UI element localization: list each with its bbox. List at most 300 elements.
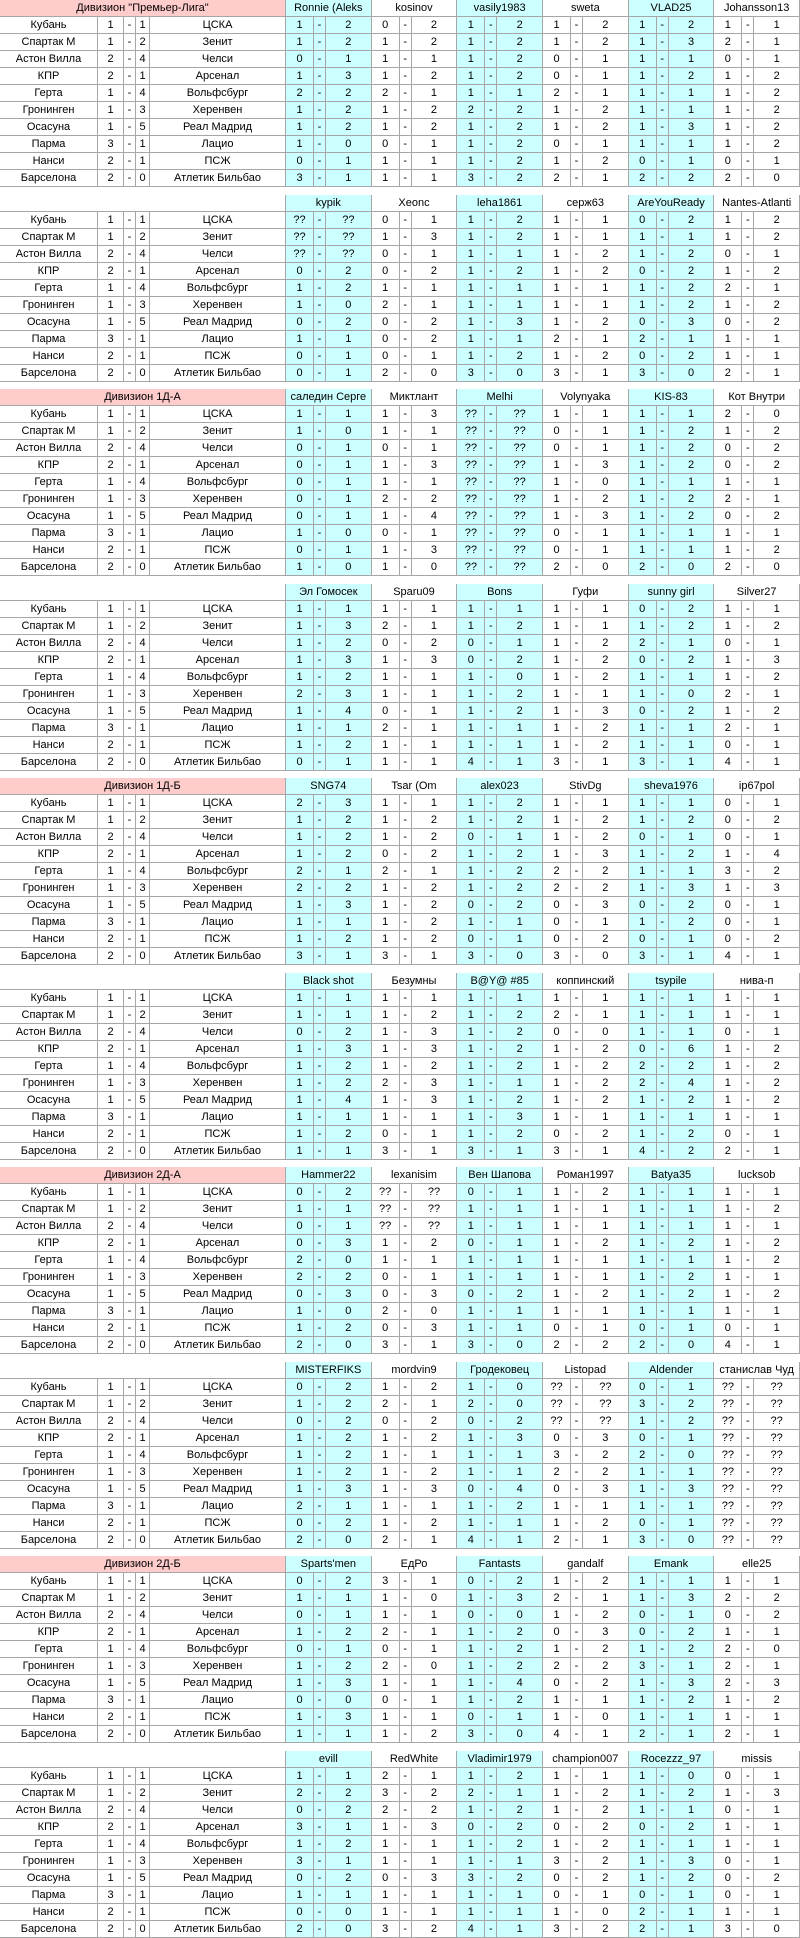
- prediction-score: 1: [669, 136, 715, 153]
- prediction-score: 0: [669, 1337, 715, 1354]
- home-team: Гронинген: [0, 297, 98, 314]
- prediction-score: 3: [326, 1235, 372, 1252]
- home-team: Гронинген: [0, 1269, 98, 1286]
- away-team: Челси: [150, 440, 286, 457]
- prediction-sep: -: [400, 1675, 412, 1692]
- prediction-score: 1: [457, 68, 485, 85]
- prediction-score: 3: [412, 1024, 458, 1041]
- away-team: Зенит: [150, 812, 286, 829]
- prediction-score: 1: [412, 280, 458, 297]
- result-sep: -: [124, 1887, 136, 1904]
- result-sep: -: [124, 1641, 136, 1658]
- home-result: 1: [98, 618, 124, 635]
- result-sep: -: [124, 652, 136, 669]
- home-team: Гронинген: [0, 1853, 98, 1870]
- prediction-score: 1: [754, 829, 800, 846]
- prediction-score: 1: [457, 331, 485, 348]
- prediction-sep: -: [485, 1819, 497, 1836]
- prediction-score: 0: [286, 491, 314, 508]
- prediction-score: 1: [326, 51, 372, 68]
- prediction-score: 1: [286, 635, 314, 652]
- away-result: 1: [136, 1430, 150, 1447]
- table-row: [0, 297, 800, 314]
- prediction-score: 2: [497, 846, 543, 863]
- away-team: ЦСКА: [150, 17, 286, 34]
- prediction-score: 2: [286, 1785, 314, 1802]
- prediction-sep: -: [571, 1235, 583, 1252]
- prediction-sep: -: [314, 948, 326, 965]
- prediction-sep: -: [742, 1235, 754, 1252]
- prediction-score: 0: [372, 331, 400, 348]
- prediction-score: 3: [714, 1921, 742, 1938]
- prediction-sep: -: [571, 1498, 583, 1515]
- prediction-score: 4: [497, 1481, 543, 1498]
- prediction-sep: -: [571, 1641, 583, 1658]
- prediction-score: 1: [372, 669, 400, 686]
- prediction-sep: -: [314, 1075, 326, 1092]
- prediction-sep: -: [485, 1396, 497, 1413]
- prediction-sep: -: [400, 297, 412, 314]
- prediction-score: 1: [372, 1836, 400, 1853]
- prediction-sep: -: [485, 703, 497, 720]
- prediction-score: 1: [543, 1218, 571, 1235]
- prediction-sep: -: [485, 1768, 497, 1785]
- prediction-sep: -: [485, 68, 497, 85]
- prediction-score: 1: [412, 348, 458, 365]
- prediction-score: 1: [543, 990, 571, 1007]
- prediction-sep: -: [400, 1286, 412, 1303]
- prediction-score: 1: [543, 1641, 571, 1658]
- home-result: 2: [98, 170, 124, 187]
- prediction-score: 1: [583, 1303, 629, 1320]
- prediction-score: 1: [629, 1252, 657, 1269]
- prediction-score: 1: [412, 474, 458, 491]
- prediction-score: 1: [286, 17, 314, 34]
- prediction-score: 1: [714, 1109, 742, 1126]
- prediction-score: 1: [669, 153, 715, 170]
- away-result: 4: [136, 635, 150, 652]
- player-name: Миктлант: [372, 389, 458, 406]
- prediction-score: 1: [372, 474, 400, 491]
- prediction-sep: -: [485, 1024, 497, 1041]
- prediction-score: 2: [497, 1819, 543, 1836]
- prediction-score: 0: [629, 652, 657, 669]
- prediction-score: 1: [714, 1624, 742, 1641]
- prediction-sep: -: [657, 1184, 669, 1201]
- home-team: Нанси: [0, 1515, 98, 1532]
- prediction-sep: -: [742, 1785, 754, 1802]
- prediction-sep: -: [742, 669, 754, 686]
- prediction-score: 1: [669, 795, 715, 812]
- prediction-score: 1: [583, 542, 629, 559]
- prediction-score: 0: [754, 1641, 800, 1658]
- prediction-score: 1: [754, 1303, 800, 1320]
- prediction-sep: -: [571, 1785, 583, 1802]
- prediction-score: 2: [583, 102, 629, 119]
- away-team: Челси: [150, 1607, 286, 1624]
- prediction-score: 1: [457, 34, 485, 51]
- prediction-score: 2: [497, 618, 543, 635]
- prediction-score: 1: [497, 1184, 543, 1201]
- home-result: 1: [98, 1853, 124, 1870]
- home-team: Спартак М: [0, 812, 98, 829]
- prediction-score: 1: [412, 1337, 458, 1354]
- prediction-sep: -: [485, 948, 497, 965]
- prediction-score: 2: [754, 119, 800, 136]
- prediction-score: 1: [714, 703, 742, 720]
- home-team: КПР: [0, 1041, 98, 1058]
- prediction-score: 1: [754, 525, 800, 542]
- prediction-sep: -: [657, 1768, 669, 1785]
- prediction-score: 0: [412, 1658, 458, 1675]
- prediction-score: 3: [286, 948, 314, 965]
- prediction-score: 0: [543, 1870, 571, 1887]
- prediction-sep: -: [571, 703, 583, 720]
- home-team: Астон Вилла: [0, 635, 98, 652]
- prediction-sep: -: [400, 1396, 412, 1413]
- prediction-score: 1: [457, 737, 485, 754]
- prediction-sep: -: [657, 1590, 669, 1607]
- prediction-sep: -: [400, 897, 412, 914]
- player-name: mordvin9: [372, 1362, 458, 1379]
- prediction-score: 1: [286, 280, 314, 297]
- prediction-score: 1: [669, 1303, 715, 1320]
- prediction-score: 1: [326, 1007, 372, 1024]
- prediction-score: 0: [629, 1320, 657, 1337]
- away-team: Арсенал: [150, 457, 286, 474]
- prediction-score: 1: [583, 280, 629, 297]
- result-sep: -: [124, 1126, 136, 1143]
- prediction-score: ??: [583, 1396, 629, 1413]
- prediction-score: 1: [754, 51, 800, 68]
- prediction-score: 1: [372, 1007, 400, 1024]
- prediction-score: 1: [372, 229, 400, 246]
- prediction-score: 1: [372, 1058, 400, 1075]
- prediction-sep: -: [657, 880, 669, 897]
- prediction-score: 1: [669, 1709, 715, 1726]
- prediction-score: 1: [583, 406, 629, 423]
- prediction-sep: -: [742, 812, 754, 829]
- prediction-sep: -: [657, 1379, 669, 1396]
- prediction-sep: -: [657, 1430, 669, 1447]
- table-row: [0, 1904, 800, 1921]
- prediction-score: 1: [457, 1126, 485, 1143]
- prediction-score: 2: [412, 1802, 458, 1819]
- home-result: 3: [98, 1692, 124, 1709]
- prediction-sep: -: [314, 1007, 326, 1024]
- away-result: 4: [136, 1607, 150, 1624]
- result-sep: -: [124, 1607, 136, 1624]
- prediction-score: 0: [543, 914, 571, 931]
- result-sep: -: [124, 136, 136, 153]
- prediction-score: 1: [669, 948, 715, 965]
- home-team: Герта: [0, 85, 98, 102]
- prediction-score: 1: [497, 1303, 543, 1320]
- prediction-score: 1: [326, 406, 372, 423]
- away-team: ПСЖ: [150, 931, 286, 948]
- prediction-score: 1: [412, 703, 458, 720]
- prediction-score: 1: [457, 1515, 485, 1532]
- prediction-score: ??: [497, 474, 543, 491]
- prediction-sep: -: [400, 85, 412, 102]
- prediction-sep: -: [742, 863, 754, 880]
- prediction-sep: -: [657, 635, 669, 652]
- prediction-sep: -: [657, 365, 669, 382]
- prediction-sep: -: [400, 754, 412, 771]
- prediction-score: 3: [412, 229, 458, 246]
- prediction-sep: -: [314, 1726, 326, 1743]
- result-sep: -: [124, 474, 136, 491]
- prediction-sep: -: [742, 1201, 754, 1218]
- prediction-score: 0: [497, 365, 543, 382]
- prediction-score: 1: [412, 618, 458, 635]
- prediction-sep: -: [742, 1320, 754, 1337]
- prediction-sep: -: [657, 914, 669, 931]
- prediction-score: 3: [326, 795, 372, 812]
- prediction-sep: -: [571, 1624, 583, 1641]
- prediction-score: 1: [497, 1785, 543, 1802]
- home-team: КПР: [0, 457, 98, 474]
- away-result: 3: [136, 491, 150, 508]
- prediction-score: 1: [543, 1303, 571, 1320]
- prediction-score: 2: [754, 1201, 800, 1218]
- away-result: 2: [136, 1201, 150, 1218]
- table-row: [0, 1498, 800, 1515]
- home-result: 3: [98, 136, 124, 153]
- away-team: Реал Мадрид: [150, 1481, 286, 1498]
- prediction-score: 1: [286, 618, 314, 635]
- prediction-sep: -: [742, 1252, 754, 1269]
- prediction-score: 1: [326, 491, 372, 508]
- player-name: Volynyaka: [543, 389, 629, 406]
- prediction-score: 2: [372, 297, 400, 314]
- prediction-score: 1: [629, 474, 657, 491]
- away-result: 4: [136, 1413, 150, 1430]
- result-sep: -: [124, 68, 136, 85]
- home-result: 3: [98, 1887, 124, 1904]
- away-result: 2: [136, 34, 150, 51]
- away-team: Атлетик Бильбао: [150, 170, 286, 187]
- prediction-sep: -: [657, 669, 669, 686]
- prediction-score: 1: [629, 1785, 657, 1802]
- player-name: MISTERFIKS: [286, 1362, 372, 1379]
- prediction-sep: -: [571, 365, 583, 382]
- prediction-score: 0: [714, 1607, 742, 1624]
- prediction-score: 2: [669, 1235, 715, 1252]
- prediction-score: 2: [497, 1802, 543, 1819]
- prediction-sep: -: [314, 1692, 326, 1709]
- prediction-sep: -: [485, 669, 497, 686]
- prediction-score: 1: [754, 686, 800, 703]
- prediction-score: 1: [714, 880, 742, 897]
- away-team: Реал Мадрид: [150, 508, 286, 525]
- prediction-sep: -: [400, 1853, 412, 1870]
- prediction-score: 1: [583, 1498, 629, 1515]
- prediction-score: 1: [583, 601, 629, 618]
- prediction-score: 2: [412, 102, 458, 119]
- prediction-score: 1: [543, 119, 571, 136]
- prediction-score: 0: [457, 1481, 485, 1498]
- prediction-sep: -: [314, 686, 326, 703]
- prediction-score: 2: [754, 136, 800, 153]
- table-row: [0, 348, 800, 365]
- prediction-score: 1: [669, 1836, 715, 1853]
- result-sep: -: [124, 102, 136, 119]
- prediction-score: 4: [669, 1075, 715, 1092]
- prediction-score: 1: [457, 136, 485, 153]
- prediction-sep: -: [485, 1607, 497, 1624]
- prediction-score: 1: [543, 1252, 571, 1269]
- prediction-sep: -: [742, 601, 754, 618]
- prediction-sep: -: [742, 1802, 754, 1819]
- home-team: КПР: [0, 68, 98, 85]
- prediction-score: 1: [457, 1836, 485, 1853]
- prediction-sep: -: [657, 297, 669, 314]
- prediction-score: 1: [286, 68, 314, 85]
- player-name: серж63: [543, 195, 629, 212]
- prediction-score: 1: [326, 863, 372, 880]
- result-sep: -: [124, 1921, 136, 1938]
- table-row: [0, 863, 800, 880]
- prediction-score: 3: [372, 1143, 400, 1160]
- prediction-score: 1: [629, 1802, 657, 1819]
- result-sep: -: [124, 1853, 136, 1870]
- table-row: [0, 542, 800, 559]
- prediction-score: 2: [669, 1126, 715, 1143]
- home-result: 2: [98, 1413, 124, 1430]
- prediction-score: 1: [326, 1641, 372, 1658]
- prediction-score: 1: [629, 1007, 657, 1024]
- prediction-score: 1: [457, 880, 485, 897]
- prediction-score: 1: [372, 1379, 400, 1396]
- prediction-sep: -: [657, 1726, 669, 1743]
- home-team: Осасуна: [0, 1092, 98, 1109]
- prediction-score: 1: [286, 829, 314, 846]
- prediction-sep: -: [571, 829, 583, 846]
- away-result: 1: [136, 17, 150, 34]
- prediction-sep: -: [485, 440, 497, 457]
- prediction-score: 2: [583, 1853, 629, 1870]
- prediction-score: 3: [669, 34, 715, 51]
- result-sep: -: [124, 1904, 136, 1921]
- prediction-score: 0: [669, 1447, 715, 1464]
- home-team: Астон Вилла: [0, 246, 98, 263]
- prediction-sep: -: [485, 34, 497, 51]
- prediction-sep: -: [571, 406, 583, 423]
- away-team: Лацио: [150, 1498, 286, 1515]
- prediction-sep: -: [314, 457, 326, 474]
- prediction-sep: -: [314, 1624, 326, 1641]
- prediction-sep: -: [742, 1921, 754, 1938]
- prediction-score: 0: [286, 1286, 314, 1303]
- result-sep: -: [124, 863, 136, 880]
- table-row: [0, 1532, 800, 1549]
- prediction-sep: -: [571, 669, 583, 686]
- prediction-score: 1: [714, 136, 742, 153]
- prediction-score: 0: [372, 846, 400, 863]
- result-sep: -: [124, 1413, 136, 1430]
- prediction-score: 2: [326, 1430, 372, 1447]
- home-result: 3: [98, 1303, 124, 1320]
- prediction-sep: -: [314, 68, 326, 85]
- home-team: Парма: [0, 1887, 98, 1904]
- prediction-sep: -: [657, 1675, 669, 1692]
- prediction-score: 1: [497, 1201, 543, 1218]
- prediction-sep: -: [400, 34, 412, 51]
- prediction-sep: -: [742, 1532, 754, 1549]
- table-row: [0, 136, 800, 153]
- home-team: Спартак М: [0, 1201, 98, 1218]
- prediction-sep: -: [571, 1092, 583, 1109]
- home-result: 2: [98, 1430, 124, 1447]
- prediction-sep: -: [400, 1819, 412, 1836]
- prediction-score: 2: [714, 1658, 742, 1675]
- home-team: Барселона: [0, 1921, 98, 1938]
- prediction-score: 1: [286, 846, 314, 863]
- prediction-score: 0: [412, 1303, 458, 1320]
- prediction-score: 1: [754, 153, 800, 170]
- prediction-score: 1: [583, 51, 629, 68]
- away-result: 1: [136, 1379, 150, 1396]
- prediction-score: 2: [497, 17, 543, 34]
- home-team: КПР: [0, 1624, 98, 1641]
- home-team: Осасуна: [0, 703, 98, 720]
- prediction-score: 3: [754, 1675, 800, 1692]
- prediction-score: ??: [497, 406, 543, 423]
- home-team: Астон Вилла: [0, 1218, 98, 1235]
- prediction-score: 1: [754, 1109, 800, 1126]
- home-team: Нанси: [0, 1709, 98, 1726]
- prediction-sep: -: [571, 1675, 583, 1692]
- home-result: 2: [98, 1235, 124, 1252]
- prediction-sep: -: [742, 1337, 754, 1354]
- prediction-score: 2: [497, 1041, 543, 1058]
- prediction-score: 2: [543, 559, 571, 576]
- home-team: Парма: [0, 525, 98, 542]
- prediction-score: 1: [543, 1058, 571, 1075]
- prediction-score: 2: [669, 812, 715, 829]
- result-sep: -: [124, 1024, 136, 1041]
- player-name: kypik: [286, 195, 372, 212]
- prediction-sep: -: [571, 1218, 583, 1235]
- prediction-sep: -: [657, 542, 669, 559]
- prediction-score: 1: [754, 1218, 800, 1235]
- prediction-sep: -: [485, 652, 497, 669]
- prediction-score: 0: [629, 1515, 657, 1532]
- home-result: 1: [98, 1590, 124, 1607]
- prediction-sep: -: [314, 348, 326, 365]
- result-sep: -: [124, 246, 136, 263]
- prediction-sep: -: [571, 263, 583, 280]
- prediction-score: 1: [669, 754, 715, 771]
- away-team: ПСЖ: [150, 1126, 286, 1143]
- prediction-sep: -: [742, 686, 754, 703]
- prediction-score: 1: [286, 1768, 314, 1785]
- prediction-score: 2: [714, 1641, 742, 1658]
- prediction-sep: -: [485, 635, 497, 652]
- away-team: Атлетик Бильбао: [150, 559, 286, 576]
- prediction-score: 3: [543, 1447, 571, 1464]
- table-row: [0, 440, 800, 457]
- prediction-score: 1: [372, 880, 400, 897]
- prediction-score: 1: [754, 1726, 800, 1743]
- prediction-sep: -: [400, 1768, 412, 1785]
- prediction-score: 1: [286, 1726, 314, 1743]
- prediction-score: 2: [669, 508, 715, 525]
- prediction-sep: -: [657, 1870, 669, 1887]
- player-name: ЕдРо: [372, 1556, 458, 1573]
- prediction-score: 1: [714, 119, 742, 136]
